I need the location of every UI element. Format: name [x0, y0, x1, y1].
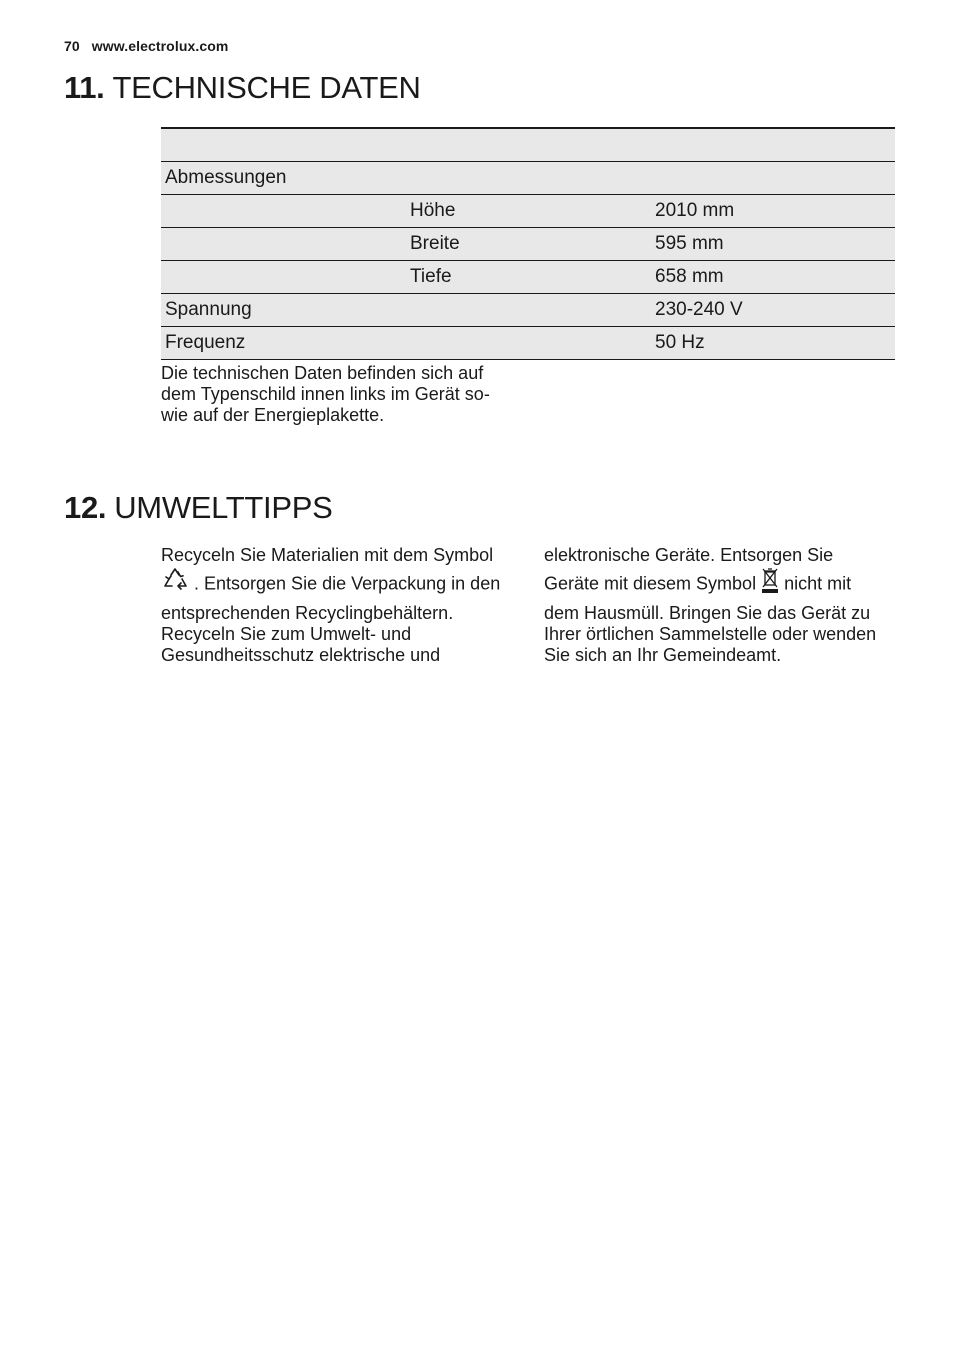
table-row [161, 293, 895, 326]
table-row [161, 128, 895, 161]
table-cell [406, 326, 651, 359]
table-cell: Tiefe [406, 260, 651, 293]
text-line: entsprechenden Recyclingbehältern. [161, 603, 454, 623]
section-title-environment [64, 490, 333, 526]
table-cell [651, 128, 895, 161]
text-line: Ihrer örtlichen Sammelstelle oder wenden [544, 624, 877, 644]
table-cell [406, 128, 651, 161]
section-title-text: UMWELTTIPPS [114, 490, 333, 525]
table-cell: 2010 mm [651, 194, 895, 227]
technical-data-note [161, 363, 511, 426]
table-row [161, 260, 895, 293]
table-cell: 230-240 V [651, 293, 895, 326]
text-fragment: nicht mit [779, 573, 852, 594]
table-cell: 50 Hz [651, 326, 895, 359]
text-fragment: . Entsorgen Sie die Verpackung in den [189, 573, 501, 594]
note-line: dem Typenschild innen links im Gerät so- [161, 384, 490, 404]
table-cell: Höhe [406, 194, 651, 227]
section-title-text: TECHNISCHE DATEN [112, 70, 421, 105]
page-header [64, 38, 228, 54]
table-cell [406, 161, 651, 194]
table-cell: Abmessungen [161, 161, 406, 194]
table-cell: 595 mm [651, 227, 895, 260]
table-cell: Frequenz [161, 326, 406, 359]
text-line: Recyceln Sie Materialien mit dem Symbol [161, 545, 494, 565]
table-cell [651, 161, 895, 194]
crossed-out-bin-icon [761, 566, 779, 603]
table-cell [161, 128, 406, 161]
table-row [161, 326, 895, 359]
page-number: 70 [64, 38, 80, 54]
text-line: dem Hausmüll. Bringen Sie das Gerät zu [544, 603, 871, 623]
table-cell [161, 227, 406, 260]
text-line: Sie sich an Ihr Gemeindeamt. [544, 645, 782, 665]
table-cell: 658 mm [651, 260, 895, 293]
section-number: 12. [64, 490, 107, 525]
text-line: Gesundheitsschutz elektrische und [161, 645, 441, 665]
table-cell [406, 293, 651, 326]
table-cell: Breite [406, 227, 651, 260]
environment-text-right [544, 545, 904, 666]
text-line: elektronische Geräte. Entsorgen Sie [544, 545, 834, 565]
table-row [161, 194, 895, 227]
table-row [161, 227, 895, 260]
text-line-with-icon [544, 566, 904, 603]
recycle-icon [161, 566, 189, 603]
note-line: Die technischen Daten befinden sich auf [161, 363, 484, 383]
text-line-with-icon [161, 566, 516, 603]
table-row [161, 161, 895, 194]
text-line: Recyceln Sie zum Umwelt- und [161, 624, 412, 644]
text-fragment: Geräte mit diesem Symbol [544, 573, 762, 594]
environment-text-left [161, 545, 516, 666]
website-link[interactable]: www.electrolux.com [91, 38, 229, 54]
technical-data-table [161, 127, 895, 360]
table-cell: Spannung [161, 293, 406, 326]
note-line: wie auf der Energieplakette. [161, 405, 385, 425]
table-cell [161, 194, 406, 227]
section-title-technical-data [64, 70, 421, 106]
section-number: 11. [64, 70, 105, 105]
table-cell [161, 260, 406, 293]
